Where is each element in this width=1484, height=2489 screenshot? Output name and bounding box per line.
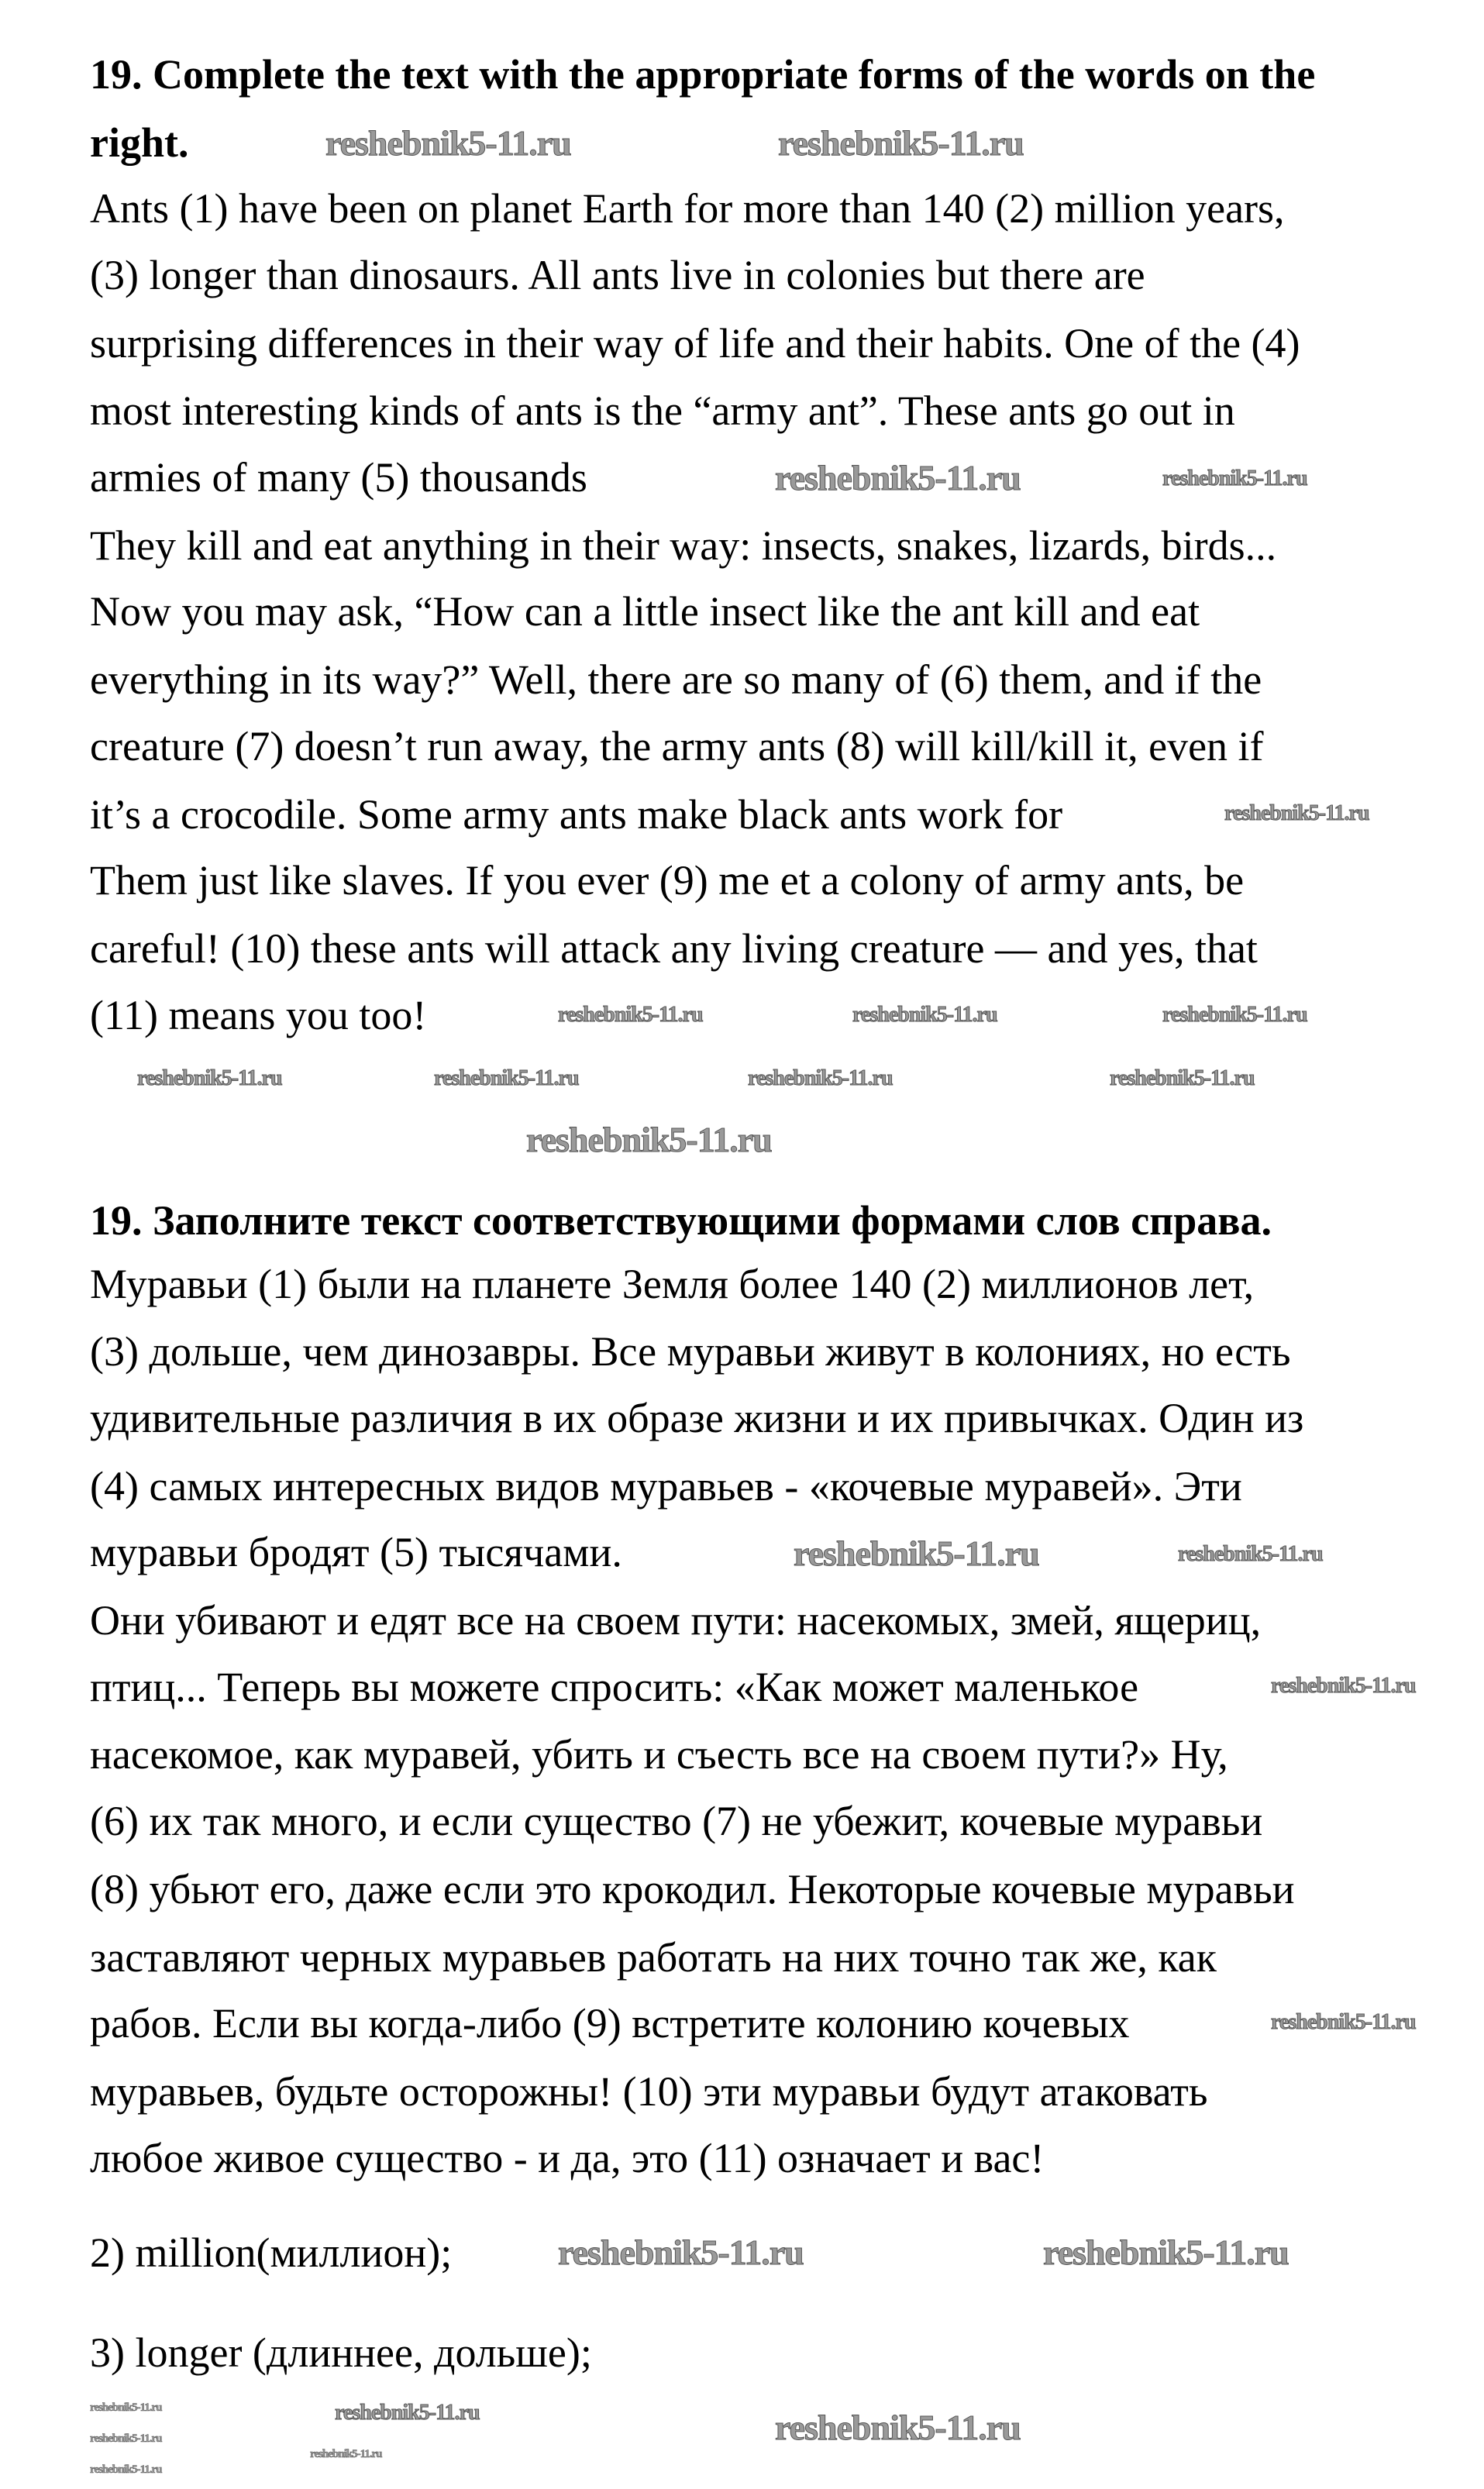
exercise-title: 19. Complete the text with the appropriate forms of the words on the <box>90 51 1316 98</box>
exercise-title-ru: 19. Заполните текст соответствующими формами слов справа. <box>90 1197 1272 1244</box>
text-line: (3) longer than dinosaurs. All ants live in colonies but there are <box>90 252 1145 298</box>
watermark: reshebnik5-11.ru <box>137 1066 282 1090</box>
text-line: (6) их так много, и если существо (7) не убежит, кочевые муравьи <box>90 1798 1263 1844</box>
text-line: careful! (10) these ants will attack any living creature — and yes, that <box>90 925 1258 972</box>
watermark: reshebnik5-11.ru <box>90 2401 162 2414</box>
text-line: рабов. Если вы когда-либо (9) встретите колонию кочевых <box>90 2000 1130 2047</box>
answer-item: 3) longer (длиннее, дольше); <box>90 2329 592 2376</box>
watermark: reshebnik5-11.ru <box>335 2401 480 2425</box>
text-line: Муравьи (1) были на планете Земля более 140 (2) миллионов лет, <box>90 1261 1255 1307</box>
watermark: reshebnik5-11.ru <box>1110 1066 1255 1090</box>
watermark: reshebnik5-11.ru <box>1224 801 1369 825</box>
text-line: everything in its way?” Well, there are so many of (6) them, and if the <box>90 656 1262 703</box>
text-line: муравьев, будьте осторожны! (10) эти муравьи будут атаковать <box>90 2068 1208 2115</box>
watermark: reshebnik5-11.ru <box>558 1003 703 1027</box>
text-line: Ants (1) have been on planet Earth for more than 140 (2) million years, <box>90 185 1285 232</box>
text-line: (8) убьют его, даже если это крокодил. Некоторые кочевые муравьи <box>90 1866 1295 1912</box>
text-line: Они убивают и едят все на своем пути: насекомых, змей, ящериц, <box>90 1597 1262 1644</box>
watermark: reshebnik5-11.ru <box>1162 466 1307 491</box>
watermark: reshebnik5-11.ru <box>794 1534 1039 1573</box>
watermark: reshebnik5-11.ru <box>1178 1542 1323 1566</box>
watermark: reshebnik5-11.ru <box>852 1003 997 1027</box>
watermark: reshebnik5-11.ru <box>775 2408 1021 2447</box>
watermark: reshebnik5-11.ru <box>775 458 1021 497</box>
watermark: reshebnik5-11.ru <box>778 123 1024 163</box>
text-line: (3) дольше, чем динозавры. Все муравьи живут в колониях, но есть <box>90 1328 1291 1375</box>
text-line: Now you may ask, “How can a little insect like the ant kill and eat <box>90 588 1200 635</box>
text-line: удивительные различия в их образе жизни и их привычках. Один из <box>90 1395 1304 1441</box>
text-line: creature (7) doesn’t run away, the army ants (8) will kill/kill it, even if <box>90 723 1264 769</box>
text-line: armies of many (5) thousands <box>90 454 587 501</box>
answer-item: 2) million(миллион); <box>90 2229 453 2276</box>
text-line: surprising differences in their way of life and their habits. One of the (4) <box>90 320 1300 367</box>
text-line: любое живое существо - и да, это (11) означает и вас! <box>90 2135 1045 2181</box>
watermark: reshebnik5-11.ru <box>1271 1674 1416 1698</box>
text-line: They kill and eat anything in their way: insects, snakes, lizards, birds... <box>90 522 1277 569</box>
watermark: reshebnik5-11.ru <box>310 2448 382 2460</box>
text-line: насекомое, как муравей, убить и съесть все на своем пути?» Ну, <box>90 1731 1228 1778</box>
watermark: reshebnik5-11.ru <box>1043 2233 1289 2272</box>
watermark: reshebnik5-11.ru <box>90 2432 162 2445</box>
text-line: it’s a crocodile. Some army ants make black ants work for <box>90 791 1063 838</box>
text-line: муравьи бродят (5) тысячами. <box>90 1529 622 1575</box>
exercise-title-cont: right. <box>90 119 189 166</box>
watermark: reshebnik5-11.ru <box>748 1066 893 1090</box>
text-line: заставляют черных муравьев работать на них точно так же, как <box>90 1934 1217 1981</box>
text-line: (11) means you too! <box>90 992 427 1038</box>
text-line: птиц... Теперь вы можете спросить: «Как может маленькое <box>90 1664 1139 1710</box>
text-line: most interesting kinds of ants is the “army ant”. These ants go out in <box>90 387 1235 434</box>
watermark: reshebnik5-11.ru <box>526 1120 772 1159</box>
watermark: reshebnik5-11.ru <box>558 2233 804 2272</box>
text-line: (4) самых интересных видов муравьев - «кочевые муравей». Эти <box>90 1463 1242 1510</box>
watermark: reshebnik5-11.ru <box>1271 2010 1416 2034</box>
watermark: reshebnik5-11.ru <box>1162 1003 1307 1027</box>
watermark: reshebnik5-11.ru <box>325 123 571 163</box>
watermark: reshebnik5-11.ru <box>90 2463 162 2476</box>
text-line: Them just like slaves. If you ever (9) me et a colony of army ants, be <box>90 857 1245 904</box>
watermark: reshebnik5-11.ru <box>434 1066 579 1090</box>
